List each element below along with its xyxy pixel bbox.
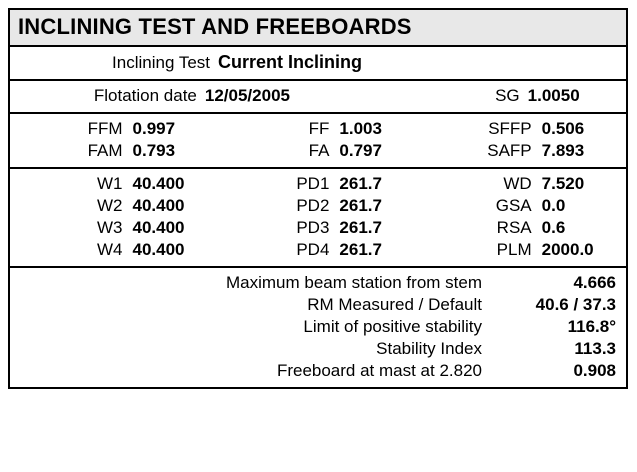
table-row [10,118,626,140]
sg-value: 1.0050 [527,86,580,105]
panel-title-row [10,10,626,47]
limit-positive-stability-label: Limit of positive stability [303,317,482,336]
inclining-test-value: Current Inclining [218,52,362,72]
pd4-value: 261.7 [339,240,382,259]
sffp-value: 0.506 [541,119,585,138]
sffp-label: SFFP [488,119,532,138]
sg-label: SG [495,86,520,105]
wd-value: 7.520 [541,174,585,193]
ffm-value: 0.997 [132,119,176,138]
safp-label: SAFP [487,141,532,160]
summary-row [10,272,626,294]
flotation-date-label: Flotation date [93,86,197,105]
freeboard-at-mast-value: 0.908 [573,361,616,380]
pd2-label: PD2 [296,196,330,215]
table-row [10,217,626,239]
fam-value: 0.793 [132,141,176,160]
pd3-label: PD3 [296,218,330,237]
wd-label: WD [503,174,532,193]
w3-value: 40.400 [132,218,185,237]
page-title: INCLINING TEST AND FREEBOARDS [18,14,412,39]
gsa-value: 0.0 [541,196,566,215]
pd3-value: 261.7 [339,218,382,237]
max-beam-station-label: Maximum beam station from stem [225,273,482,292]
flotation-row [10,85,626,107]
table-row [10,173,626,195]
flotation-date-value: 12/05/2005 [204,86,290,105]
limit-positive-stability-value: 116.8° [567,317,616,336]
table-row [10,239,626,261]
rsa-value: 0.6 [541,218,566,237]
pd4-label: PD4 [296,240,330,259]
inclining-test-row [10,51,626,74]
summary-row [10,360,626,382]
rm-measured-default-value: 40.6 / 37.3 [535,295,616,314]
fam-label: FAM [87,141,123,160]
plm-value: 2000.0 [541,240,594,259]
fa-label: FA [308,141,330,160]
pd2-value: 261.7 [339,196,382,215]
pd1-value: 261.7 [339,174,382,193]
w3-label: W3 [97,218,123,237]
table-row [10,195,626,217]
summary-row [10,338,626,360]
gsa-label: GSA [495,196,532,215]
w1-label: W1 [97,174,123,193]
inclining-test-panel [8,8,628,389]
ff-label: FF [308,119,330,138]
w4-label: W4 [97,240,123,259]
fa-value: 0.797 [339,141,382,160]
weights-section [10,169,626,268]
stability-index-label: Stability Index [376,339,482,358]
w4-value: 40.400 [132,240,185,259]
summary-section [10,268,626,387]
pd1-label: PD1 [296,174,330,193]
freeboard-forces-section [10,114,626,169]
ffm-label: FFM [87,119,123,138]
plm-label: PLM [496,240,532,259]
flotation-section [10,81,626,114]
w1-value: 40.400 [132,174,185,193]
w2-label: W2 [97,196,123,215]
freeboard-at-mast-label: Freeboard at mast at 2.820 [276,361,482,380]
summary-row [10,294,626,316]
rsa-label: RSA [496,218,532,237]
table-row [10,140,626,162]
max-beam-station-value: 4.666 [573,273,616,292]
stability-index-value: 113.3 [574,339,616,358]
inclining-test-label: Inclining Test [112,53,210,72]
ff-value: 1.003 [339,119,382,138]
inclining-test-section [10,47,626,81]
safp-value: 7.893 [541,141,585,160]
w2-value: 40.400 [132,196,185,215]
rm-measured-default-label: RM Measured / Default [307,295,482,314]
summary-row [10,316,626,338]
